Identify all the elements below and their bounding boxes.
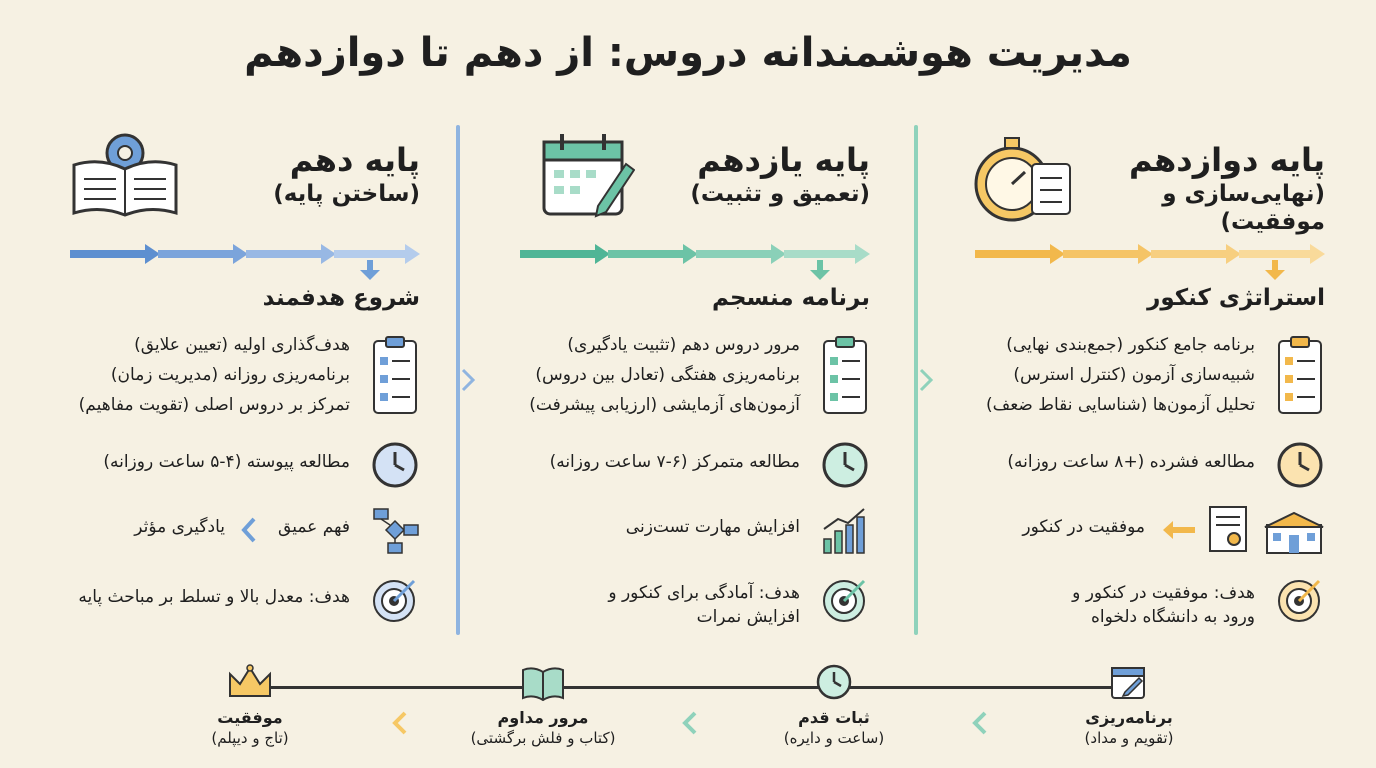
- timeline-label: مرور مداوم: [497, 708, 589, 727]
- bar-chart-icon: [820, 505, 870, 555]
- study-row: [450, 440, 870, 490]
- clipboard-icon: [1275, 335, 1325, 415]
- book-gear-icon: [70, 125, 180, 225]
- target-icon: [820, 575, 870, 625]
- goal-row: [0, 575, 420, 625]
- timeline-label: موفقیت: [217, 708, 283, 727]
- stopwatch-icon: [965, 128, 1075, 228]
- study-text: مطالعه فشرده (+۸ ساعت روزانه): [1007, 452, 1255, 472]
- clock-icon: [820, 440, 870, 490]
- study-row: [905, 440, 1325, 490]
- task-item: مرور دروس دهم (تثبیت یادگیری): [567, 335, 800, 355]
- task-group: [0, 330, 420, 425]
- timeline-sublabel: (ساعت و دایره): [783, 729, 885, 747]
- column-subtitle: (نهایی‌سازی و موفقیت): [1162, 181, 1325, 235]
- timeline-item-planning: [1029, 662, 1229, 748]
- section-title: برنامه منسجم: [711, 285, 870, 311]
- chevron-right-icon: [460, 365, 476, 395]
- study-text: مطالعه پیوسته (۴-۵ ساعت روزانه): [103, 452, 350, 472]
- column-grade-12: [905, 120, 1325, 640]
- chevron-left-icon: [680, 708, 700, 738]
- column-header: [610, 140, 870, 208]
- task-group: [905, 330, 1325, 425]
- test-skill-row: [450, 505, 870, 555]
- test-skill-text: افزایش مهارت تست‌زنی: [625, 517, 800, 537]
- column-grade-10: [0, 120, 420, 640]
- timeline-line: [250, 686, 1125, 689]
- arrow-left-icon: [1161, 505, 1197, 555]
- chevron-right-icon: [918, 365, 934, 395]
- chevron-left-icon: [970, 708, 990, 738]
- learning-row: [0, 505, 420, 555]
- success-text: موفقیت در کنکور: [1022, 517, 1145, 537]
- target-icon: [370, 575, 420, 625]
- book-icon: [521, 662, 565, 702]
- task-group: [450, 330, 870, 425]
- task-item: شبیه‌سازی آزمون (کنترل استرس): [1013, 365, 1255, 385]
- timeline-item-review: [443, 662, 643, 748]
- calendar-pencil-icon: [525, 128, 635, 228]
- clock-icon: [370, 440, 420, 490]
- university-icon: [1263, 505, 1325, 555]
- study-row: [0, 440, 420, 490]
- column-title: پایه دهم: [289, 141, 420, 179]
- timeline-sublabel: (کتاب و فلش برگشتی): [470, 729, 616, 747]
- progress-arrows: [520, 230, 870, 280]
- effective-learning-text: یادگیری مؤثر: [134, 517, 225, 537]
- goal-line-1: هدف: معدل بالا و تسلط بر مباحث پایه: [78, 587, 350, 607]
- goal-line-1: هدف: آمادگی برای کنکور و: [608, 583, 800, 603]
- calendar-pencil-icon: [1109, 662, 1149, 702]
- clipboard-icon: [370, 335, 420, 415]
- crown-icon: [226, 662, 274, 702]
- column-subtitle: (ساختن پایه): [273, 181, 420, 207]
- timeline-sublabel: (تقویم و مداد): [1084, 729, 1174, 747]
- timeline-item-persistence: [734, 662, 934, 748]
- column-title: پایه یازدهم: [697, 141, 870, 179]
- goal-row: [905, 575, 1325, 625]
- goal-text: [608, 581, 800, 629]
- study-text: مطالعه متمرکز (۶-۷ ساعت روزانه): [549, 452, 800, 472]
- task-item: برنامه جامع کنکور (جمع‌بندی نهایی): [1006, 335, 1255, 355]
- task-item: آزمون‌های آزمایشی (ارزیابی پیشرفت): [529, 395, 800, 415]
- clock-icon: [1275, 440, 1325, 490]
- clipboard-icon: [820, 335, 870, 415]
- goal-line-2: افزایش نمرات: [696, 607, 800, 627]
- task-item: تحلیل آزمون‌ها (شناسایی نقاط ضعف): [985, 395, 1255, 415]
- goal-line-2: ورود به دانشگاه دلخواه: [1090, 607, 1255, 627]
- deep-understanding-text: فهم عمیق: [278, 517, 350, 537]
- column-header: [1065, 140, 1325, 236]
- page-title: مدیریت هوشمندانه دروس: از دهم تا دوازدهم: [244, 30, 1132, 76]
- section-title: شروع هدفمند: [262, 285, 420, 311]
- task-item: هدف‌گذاری اولیه (تعیین علایق): [134, 335, 350, 355]
- certificate-icon: [1208, 505, 1250, 555]
- progress-arrows: [70, 230, 420, 280]
- timeline-label: برنامه‌ریزی: [1085, 708, 1173, 727]
- target-icon: [1275, 575, 1325, 625]
- goal-row: [450, 575, 870, 625]
- task-item: برنامه‌ریزی روزانه (مدیریت زمان): [110, 365, 350, 385]
- flowchart-icon: [370, 505, 420, 555]
- timeline-sublabel: (تاج و دیپلم): [211, 729, 289, 747]
- progress-arrows: [975, 230, 1325, 280]
- column-header: [160, 140, 420, 208]
- clock-icon: [814, 662, 854, 702]
- column-subtitle: (تعمیق و تثبیت): [690, 181, 870, 207]
- timeline-item-success: [150, 662, 350, 748]
- goal-text: [1072, 581, 1255, 629]
- goal-line-1: هدف: موفقیت در کنکور و: [1072, 583, 1255, 603]
- task-item: برنامه‌ریزی هفتگی (تعادل بین دروس): [535, 365, 800, 385]
- timeline-label: ثبات قدم: [798, 708, 870, 727]
- task-item: تمرکز بر دروس اصلی (تقویت مفاهیم): [78, 395, 350, 415]
- column-title: پایه دوازدهم: [1129, 141, 1325, 179]
- chevron-left-icon: [236, 505, 260, 555]
- section-title: استراتژی کنکور: [1147, 285, 1325, 311]
- success-row: [905, 505, 1325, 555]
- goal-text: [78, 587, 350, 607]
- chevron-left-icon: [390, 708, 410, 738]
- column-grade-11: [450, 120, 870, 640]
